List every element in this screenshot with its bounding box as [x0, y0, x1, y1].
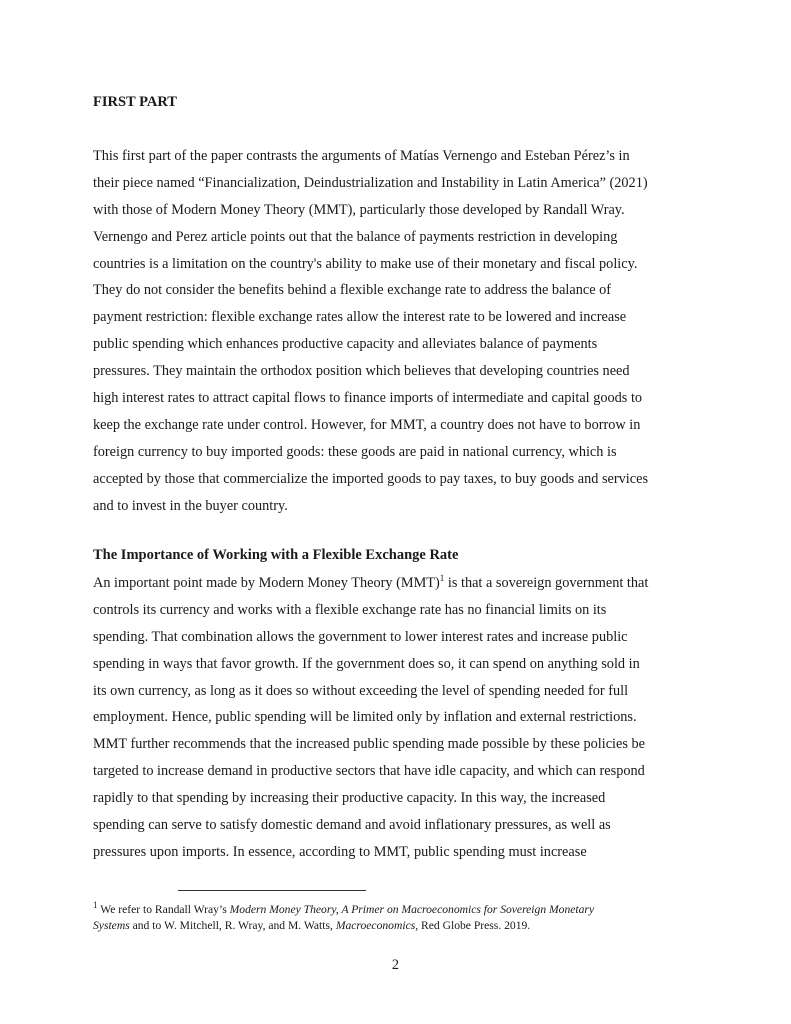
paragraph-line: rapidly to that spending by increasing their productive capacity. In this way, the increased — [93, 790, 606, 807]
paragraph-line: accepted by those that commercialize the imported goods to pay taxes, to buy goods and services — [93, 470, 649, 487]
paragraph-line: payment restriction: flexible exchange rates allow the interest rate to be lowered and increase — [93, 309, 627, 326]
paragraph-line: countries is a limitation on the country's ability to make use of their monetary and fiscal policy. — [93, 255, 638, 272]
paragraph-line: MMT further recommends that the increased public spending made possible by these policies be — [93, 736, 646, 753]
footnote-line — [93, 902, 594, 918]
paragraph-line: pressures upon imports. In essence, according to MMT, public spending must increase — [93, 843, 587, 860]
footnote-marker: 1 — [93, 900, 98, 911]
paragraph-line: This first part of the paper contrasts the arguments of Matías Vernengo and Esteban Pérez’s in — [93, 148, 630, 164]
paragraph-line: pressures. They maintain the orthodox position which believes that developing countries need — [93, 363, 630, 380]
footnote — [93, 902, 594, 934]
paragraph-line: They do not consider the benefits behind a flexible exchange rate to address the balance of — [93, 282, 612, 299]
paragraph-line: employment. Hence, public spending will be limited only by inflation and external restrictions. — [93, 709, 637, 726]
page-number: 2 — [391, 957, 400, 973]
footnote-book-title-2: Macroeconomics — [335, 919, 416, 932]
footnote-text: We refer to Randall Wray’s — [97, 903, 230, 916]
paragraph-line-text: is that a sovereign government that — [444, 575, 649, 591]
footnote-book-title-cont: Systems — [93, 919, 130, 932]
paragraph-line: targeted to increase demand in productive sectors that have idle capacity, and which can respond — [93, 763, 645, 780]
paragraph-line: with those of Modern Money Theory (MMT), particularly those developed by Randall Wray. — [93, 201, 625, 218]
paragraph-line: keep the exchange rate under control. However, for MMT, a country does not have to borrow in — [93, 416, 641, 433]
paragraph-line: foreign currency to buy imported goods: these goods are paid in national currency, which is — [93, 443, 617, 460]
section-heading: FIRST PART — [93, 94, 177, 110]
footnote-text: and to W. Mitchell, R. Wray, and M. Watts, — [129, 919, 336, 932]
paragraph-line-text: An important point made by Modern Money Theory (MMT) — [93, 575, 440, 591]
footnote-line — [93, 918, 594, 934]
paragraph-line: Vernengo and Perez article points out that the balance of payments restriction in developing — [93, 228, 618, 245]
paragraph-intro — [93, 143, 648, 519]
footnote-book-title: Modern Money Theory, A Primer on Macroeconomics for Sovereign Monetary — [229, 903, 595, 916]
paragraph-line: spending can serve to satisfy domestic demand and avoid inflationary pressures, as well as — [93, 817, 611, 834]
subsection-heading: The Importance of Working with a Flexible Exchange Rate — [93, 547, 459, 563]
footnote-reference[interactable]: 1 — [439, 573, 445, 584]
paragraph-line: controls its currency and works with a flexible exchange rate has no financial limits on its — [93, 601, 607, 618]
paragraph-line: high interest rates to attract capital flows to finance imports of intermediate and capital goods to — [93, 390, 643, 407]
paragraph-line: spending in ways that favor growth. If the government does so, it can spend on anything sold in — [93, 655, 640, 672]
paragraph-line: spending. That combination allows the government to lower interest rates and increase public — [93, 628, 628, 645]
footnote-text: , Red Globe Press. 2019. — [415, 919, 531, 932]
footnote-separator — [178, 890, 366, 891]
paragraph-line: public spending which enhances productive capacity and alleviates balance of payments — [93, 336, 598, 353]
paragraph-line: their piece named “Financialization, Deindustrialization and Instability in Latin America” (2021) — [93, 174, 648, 191]
paragraph-line: and to invest in the buyer country. — [93, 497, 288, 514]
paragraph-line — [93, 570, 648, 597]
paragraph-flexible-exchange-rate — [93, 570, 648, 866]
paragraph-line: its own currency, as long as it does so without exceeding the level of spending needed for full — [93, 682, 629, 699]
